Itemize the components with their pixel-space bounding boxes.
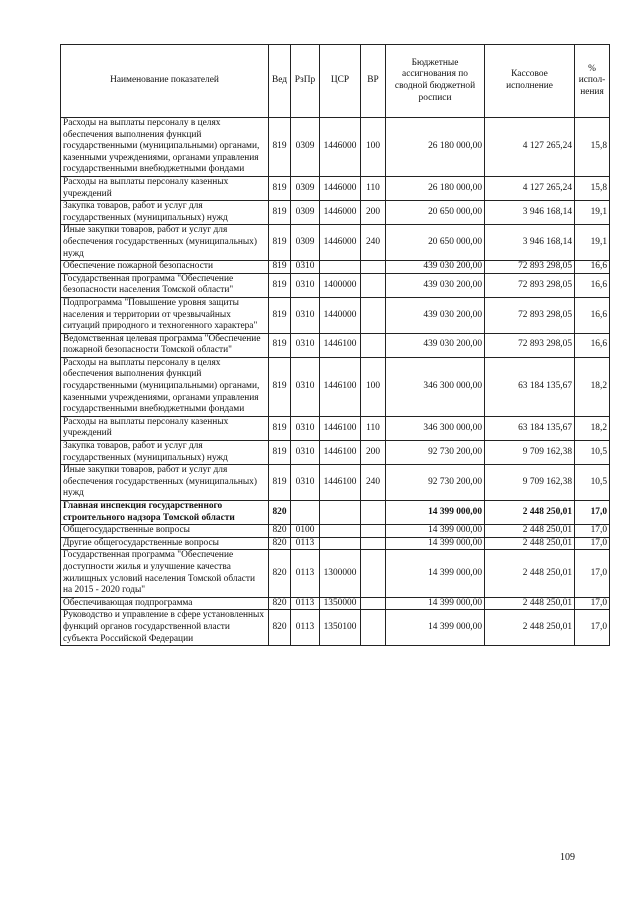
cell-csr: 1350100 xyxy=(320,610,361,646)
header-budget: Бюджетные ассигнования по сводной бюджетной росписи xyxy=(386,45,485,118)
cell-vr xyxy=(361,261,386,274)
cell-csr xyxy=(320,537,361,550)
cell-csr: 1446100 xyxy=(320,441,361,465)
cell-vr xyxy=(361,501,386,525)
cell-pct: 17,0 xyxy=(575,525,610,538)
cell-pct: 17,0 xyxy=(575,537,610,550)
header-ved: Вед xyxy=(269,45,291,118)
cell-rzpr: 0113 xyxy=(291,610,320,646)
header-rzpr: РзПр xyxy=(291,45,320,118)
cell-pct: 10,5 xyxy=(575,441,610,465)
cell-name: Государственная программа "Обеспечение безопасности населения Томской области" xyxy=(61,273,269,297)
cell-ved: 819 xyxy=(269,118,291,177)
cell-budget: 20 650 000,00 xyxy=(386,225,485,261)
cell-budget: 92 730 200,00 xyxy=(386,465,485,501)
cell-cash: 72 893 298,05 xyxy=(485,333,575,357)
table-row xyxy=(61,176,610,200)
cell-cash: 2 448 250,01 xyxy=(485,597,575,610)
cell-pct: 18,2 xyxy=(575,416,610,440)
cell-budget: 14 399 000,00 xyxy=(386,525,485,538)
cell-cash: 72 893 298,05 xyxy=(485,273,575,297)
table-header-row xyxy=(61,45,610,118)
header-pct: % испол-нения xyxy=(575,45,610,118)
cell-budget: 439 030 200,00 xyxy=(386,273,485,297)
cell-budget: 439 030 200,00 xyxy=(386,333,485,357)
cell-vr: 100 xyxy=(361,118,386,177)
cell-rzpr: 0310 xyxy=(291,333,320,357)
cell-rzpr: 0310 xyxy=(291,261,320,274)
cell-rzpr: 0100 xyxy=(291,525,320,538)
page-number: 109 xyxy=(560,852,575,863)
cell-name: Расходы на выплаты персоналу казенных учреждений xyxy=(61,176,269,200)
cell-rzpr: 0310 xyxy=(291,273,320,297)
cell-cash: 9 709 162,38 xyxy=(485,465,575,501)
cell-vr xyxy=(361,597,386,610)
cell-vr: 240 xyxy=(361,465,386,501)
table-row xyxy=(61,525,610,538)
cell-csr xyxy=(320,501,361,525)
cell-budget: 20 650 000,00 xyxy=(386,201,485,225)
cell-budget: 439 030 200,00 xyxy=(386,261,485,274)
cell-vr: 110 xyxy=(361,176,386,200)
cell-rzpr xyxy=(291,501,320,525)
table-row xyxy=(61,550,610,597)
cell-cash: 63 184 135,67 xyxy=(485,357,575,416)
cell-pct: 16,6 xyxy=(575,261,610,274)
cell-vr xyxy=(361,550,386,597)
cell-name: Другие общегосударственные вопросы xyxy=(61,537,269,550)
cell-name: Закупка товаров, работ и услуг для государственных (муниципальных) нужд xyxy=(61,441,269,465)
cell-csr: 1446000 xyxy=(320,118,361,177)
cell-rzpr: 0113 xyxy=(291,597,320,610)
table-row xyxy=(61,441,610,465)
cell-ved: 819 xyxy=(269,465,291,501)
cell-pct: 18,2 xyxy=(575,357,610,416)
cell-csr: 1446000 xyxy=(320,176,361,200)
cell-budget: 14 399 000,00 xyxy=(386,550,485,597)
cell-vr: 100 xyxy=(361,357,386,416)
cell-budget: 346 300 000,00 xyxy=(386,416,485,440)
table-row xyxy=(61,357,610,416)
cell-vr xyxy=(361,537,386,550)
cell-ved: 819 xyxy=(269,273,291,297)
cell-ved: 820 xyxy=(269,525,291,538)
cell-cash: 4 127 265,24 xyxy=(485,118,575,177)
cell-vr: 200 xyxy=(361,201,386,225)
cell-vr xyxy=(361,610,386,646)
cell-rzpr: 0113 xyxy=(291,550,320,597)
cell-ved: 820 xyxy=(269,597,291,610)
cell-ved: 820 xyxy=(269,537,291,550)
cell-vr: 240 xyxy=(361,225,386,261)
cell-ved: 819 xyxy=(269,201,291,225)
cell-pct: 17,0 xyxy=(575,550,610,597)
cell-budget: 26 180 000,00 xyxy=(386,118,485,177)
cell-csr: 1446100 xyxy=(320,357,361,416)
cell-csr: 1300000 xyxy=(320,550,361,597)
cell-name: Руководство и управление в сфере установленных функций органов государственной власти субъекта Российской Федерации xyxy=(61,610,269,646)
table-row xyxy=(61,225,610,261)
table-row xyxy=(61,333,610,357)
table-row xyxy=(61,465,610,501)
cell-cash: 9 709 162,38 xyxy=(485,441,575,465)
cell-csr xyxy=(320,525,361,538)
cell-name: Расходы на выплаты персоналу в целях обеспечения выполнения функций государственными (муниципальными) органами, казенными учреждениями, органами управления государственными внебюджетными фондами xyxy=(61,118,269,177)
cell-pct: 17,0 xyxy=(575,501,610,525)
cell-cash: 3 946 168,14 xyxy=(485,201,575,225)
cell-pct: 16,6 xyxy=(575,333,610,357)
table-row xyxy=(61,201,610,225)
cell-cash: 72 893 298,05 xyxy=(485,297,575,333)
cell-csr: 1350000 xyxy=(320,597,361,610)
header-cash: Кассовое исполнение xyxy=(485,45,575,118)
cell-cash: 2 448 250,01 xyxy=(485,537,575,550)
cell-name: Закупка товаров, работ и услуг для государственных (муниципальных) нужд xyxy=(61,201,269,225)
cell-ved: 819 xyxy=(269,441,291,465)
cell-rzpr: 0310 xyxy=(291,465,320,501)
cell-budget: 439 030 200,00 xyxy=(386,297,485,333)
budget-execution-table xyxy=(60,44,610,646)
table-row xyxy=(61,416,610,440)
cell-name: Подпрограмма "Повышение уровня защиты населения и территории от чрезвычайных ситуаций природного и техногенного характера" xyxy=(61,297,269,333)
cell-pct: 15,8 xyxy=(575,176,610,200)
cell-cash: 2 448 250,01 xyxy=(485,501,575,525)
cell-rzpr: 0310 xyxy=(291,441,320,465)
table-row xyxy=(61,610,610,646)
cell-ved: 819 xyxy=(269,261,291,274)
table-row xyxy=(61,297,610,333)
cell-pct: 16,6 xyxy=(575,297,610,333)
cell-name: Расходы на выплаты персоналу казенных учреждений xyxy=(61,416,269,440)
cell-ved: 819 xyxy=(269,333,291,357)
cell-name: Общегосударственные вопросы xyxy=(61,525,269,538)
cell-rzpr: 0309 xyxy=(291,225,320,261)
cell-ved: 819 xyxy=(269,416,291,440)
cell-cash: 2 448 250,01 xyxy=(485,610,575,646)
cell-budget: 14 399 000,00 xyxy=(386,501,485,525)
cell-budget: 26 180 000,00 xyxy=(386,176,485,200)
cell-ved: 819 xyxy=(269,357,291,416)
cell-vr xyxy=(361,297,386,333)
cell-ved: 820 xyxy=(269,550,291,597)
cell-pct: 19,1 xyxy=(575,201,610,225)
table-row xyxy=(61,537,610,550)
table-row xyxy=(61,118,610,177)
cell-ved: 819 xyxy=(269,176,291,200)
cell-rzpr: 0113 xyxy=(291,537,320,550)
cell-ved: 820 xyxy=(269,610,291,646)
table-body xyxy=(61,118,610,646)
cell-rzpr: 0309 xyxy=(291,176,320,200)
cell-csr: 1446000 xyxy=(320,225,361,261)
cell-csr: 1446100 xyxy=(320,416,361,440)
cell-name: Главная инспекция государственного строительного надзора Томской области xyxy=(61,501,269,525)
cell-rzpr: 0309 xyxy=(291,118,320,177)
cell-name: Государственная программа "Обеспечение доступности жилья и улучшение качества жилищных условий населения Томской области на 2015 - 2020 годы" xyxy=(61,550,269,597)
cell-budget: 14 399 000,00 xyxy=(386,537,485,550)
cell-csr: 1446000 xyxy=(320,201,361,225)
cell-csr: 1446100 xyxy=(320,465,361,501)
cell-vr: 200 xyxy=(361,441,386,465)
cell-cash: 2 448 250,01 xyxy=(485,550,575,597)
cell-vr xyxy=(361,333,386,357)
cell-name: Иные закупки товаров, работ и услуг для обеспечения государственных (муниципальных) нужд xyxy=(61,225,269,261)
cell-name: Обеспечивающая подпрограмма xyxy=(61,597,269,610)
cell-rzpr: 0310 xyxy=(291,357,320,416)
cell-csr xyxy=(320,261,361,274)
table-row xyxy=(61,273,610,297)
cell-ved: 819 xyxy=(269,297,291,333)
cell-csr: 1440000 xyxy=(320,297,361,333)
cell-cash: 3 946 168,14 xyxy=(485,225,575,261)
cell-pct: 17,0 xyxy=(575,597,610,610)
cell-pct: 17,0 xyxy=(575,610,610,646)
cell-rzpr: 0310 xyxy=(291,297,320,333)
cell-budget: 92 730 200,00 xyxy=(386,441,485,465)
table-row xyxy=(61,597,610,610)
header-csr: ЦСР xyxy=(320,45,361,118)
cell-rzpr: 0309 xyxy=(291,201,320,225)
cell-budget: 14 399 000,00 xyxy=(386,597,485,610)
cell-budget: 346 300 000,00 xyxy=(386,357,485,416)
cell-vr xyxy=(361,525,386,538)
cell-rzpr: 0310 xyxy=(291,416,320,440)
cell-pct: 19,1 xyxy=(575,225,610,261)
cell-name: Ведомственная целевая программа "Обеспечение пожарной безопасности Томской области" xyxy=(61,333,269,357)
cell-vr xyxy=(361,273,386,297)
cell-ved: 819 xyxy=(269,225,291,261)
header-vr: ВР xyxy=(361,45,386,118)
header-name: Наименование показателей xyxy=(61,45,269,118)
table-row xyxy=(61,501,610,525)
cell-csr: 1446100 xyxy=(320,333,361,357)
cell-cash: 63 184 135,67 xyxy=(485,416,575,440)
cell-budget: 14 399 000,00 xyxy=(386,610,485,646)
table-row xyxy=(61,261,610,274)
cell-vr: 110 xyxy=(361,416,386,440)
cell-cash: 72 893 298,05 xyxy=(485,261,575,274)
cell-ved: 820 xyxy=(269,501,291,525)
cell-name: Обеспечение пожарной безопасности xyxy=(61,261,269,274)
cell-cash: 4 127 265,24 xyxy=(485,176,575,200)
cell-pct: 10,5 xyxy=(575,465,610,501)
cell-name: Иные закупки товаров, работ и услуг для обеспечения государственных (муниципальных) нужд xyxy=(61,465,269,501)
cell-cash: 2 448 250,01 xyxy=(485,525,575,538)
cell-name: Расходы на выплаты персоналу в целях обеспечения выполнения функций государственными (муниципальными) органами, казенными учреждениями, органами управления государственными внебюджетными фондами xyxy=(61,357,269,416)
cell-pct: 16,6 xyxy=(575,273,610,297)
cell-pct: 15,8 xyxy=(575,118,610,177)
cell-csr: 1400000 xyxy=(320,273,361,297)
